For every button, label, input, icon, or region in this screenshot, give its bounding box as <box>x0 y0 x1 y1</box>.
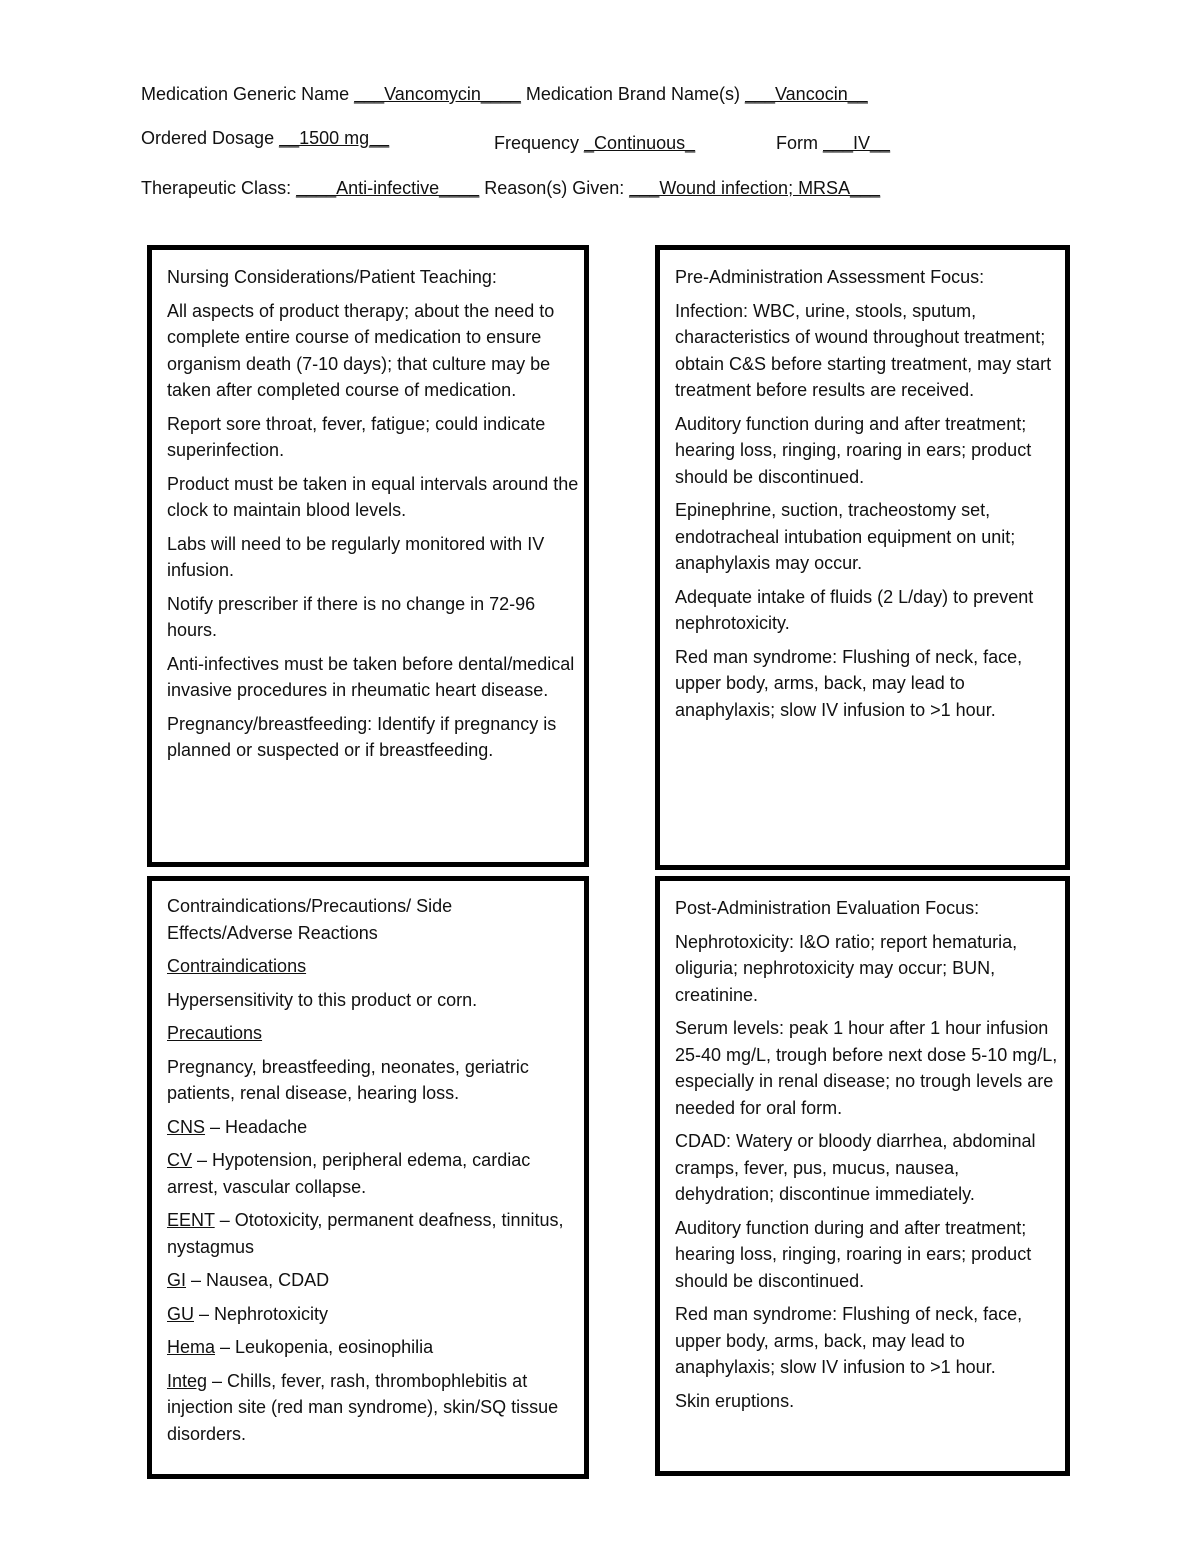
post-admin-paragraph: Auditory function during and after treatment; hearing loss, ringing, roaring in ears; product should be discontinued. <box>675 1217 1032 1291</box>
side-effect-item <box>167 1207 584 1260</box>
side-effect-text: – Nephrotoxicity <box>194 1303 329 1324</box>
header-row-class <box>141 178 880 199</box>
post-admin-paragraph: Skin eruptions. <box>675 1390 795 1411</box>
precautions-heading: Precautions <box>167 1023 263 1043</box>
form-value: ___IV__ <box>823 133 891 153</box>
nursing-paragraph: Pregnancy/breastfeeding: Identify if pregnancy is planned or suspected or if breastfeeding. <box>167 713 557 760</box>
post-admin-paragraph: Nephrotoxicity: I&O ratio; report hematuria, oliguria; nephrotoxicity may occur; BUN, creatinine. <box>675 931 1018 1005</box>
brand-name-value: ___Vancocin__ <box>744 84 868 104</box>
post-admin-paragraph: Red man syndrome: Flushing of neck, face, upper body, arms, back, may lead to anaphylaxis; slow IV infusion to >1 hour. <box>675 1304 1023 1377</box>
side-effect-text: – Ototoxicity, permanent deafness, tinnitus, nystagmus <box>167 1210 564 1257</box>
reason-value: ___Wound infection; MRSA___ <box>629 178 881 198</box>
side-effect-item <box>167 1301 584 1328</box>
form <box>776 133 890 154</box>
side-effect-text: – Nausea, CDAD <box>186 1270 330 1290</box>
side-effect-system: Hema <box>167 1337 216 1357</box>
ordered-dosage <box>141 128 389 149</box>
ordered-dosage-label: Ordered Dosage <box>141 128 280 148</box>
side-effect-item <box>167 1147 584 1200</box>
side-effect-system: CNS <box>167 1116 206 1137</box>
nursing-paragraph: Product must be taken in equal intervals around the clock to maintain blood levels. <box>167 473 579 520</box>
form-label: Form <box>776 133 823 153</box>
side-effect-text: – Chills, fever, rash, thrombophlebitis at injection site (red man syndrome), skin/SQ tissue disorders. <box>167 1370 559 1444</box>
nursing-paragraph: Labs will need to be regularly monitored with IV infusion. <box>167 533 545 580</box>
contra-title: Contraindications/Precautions/ Side Effects/Adverse Reactions <box>167 896 453 943</box>
side-effect-system: GU <box>167 1303 194 1324</box>
nursing-paragraph: All aspects of product therapy; about the need to complete entire course of medication to ensure organism death (7-10 days); that culture may be taken after completed course of medication. <box>167 300 555 400</box>
brand-name-label: Medication Brand Name(s) <box>520 84 745 104</box>
side-effect-system: GI <box>167 1270 187 1290</box>
side-effect-item <box>167 1334 584 1361</box>
side-effect-item <box>167 1114 584 1141</box>
generic-name-label: Medication Generic Name <box>141 84 355 104</box>
therapeutic-class-label: Therapeutic Class: <box>141 178 297 198</box>
nursing-considerations-box <box>147 245 589 867</box>
pre-admin-paragraph: Infection: WBC, urine, stools, sputum, characteristics of wound throughout treatment; obtain C&S before starting treatment, may start treatment before results are received. <box>675 300 1052 400</box>
post-administration-box <box>655 876 1070 1476</box>
side-effect-text: – Hypotension, peripheral edema, cardiac arrest, vascular collapse. <box>167 1150 531 1197</box>
side-effect-system: CV <box>167 1150 193 1170</box>
nursing-title: Nursing Considerations/Patient Teaching: <box>167 267 497 287</box>
nursing-paragraph: Anti-infectives must be taken before dental/medical invasive procedures in rheumatic heart disease. <box>167 653 575 700</box>
side-effect-system: Integ <box>167 1370 208 1391</box>
pre-admin-title: Pre-Administration Assessment Focus: <box>675 267 985 287</box>
precautions-text: Pregnancy, breastfeeding, neonates, geriatric patients, renal disease, hearing loss. <box>167 1056 529 1103</box>
post-admin-paragraph: CDAD: Watery or bloody diarrhea, abdominal cramps, fever, pus, mucus, nausea, dehydration; discontinue immediately. <box>675 1131 1036 1204</box>
therapeutic-class-value: ____Anti-infective____ <box>296 178 480 198</box>
frequency <box>494 133 695 154</box>
pre-admin-paragraph: Red man syndrome: Flushing of neck, face, upper body, arms, back, may lead to anaphylaxis; slow IV infusion to >1 hour. <box>675 646 1023 720</box>
side-effect-item <box>167 1368 584 1448</box>
side-effect-text: – Headache <box>205 1116 308 1137</box>
contraindications-text: Hypersensitivity to this product or corn. <box>167 989 478 1010</box>
contraindications-heading: Contraindications <box>167 956 307 976</box>
nursing-paragraph: Notify prescriber if there is no change in 72-96 hours. <box>167 593 536 640</box>
ordered-dosage-value: __1500 mg__ <box>279 128 390 148</box>
nursing-paragraph: Report sore throat, fever, fatigue; could indicate superinfection. <box>167 413 546 460</box>
side-effect-text: – Leukopenia, eosinophilia <box>215 1337 434 1357</box>
reason-label: Reason(s) Given: <box>479 178 630 198</box>
pre-admin-paragraph: Epinephrine, suction, tracheostomy set, endotracheal intubation equipment on unit; anaphylaxis may occur. <box>675 500 1016 573</box>
contraindications-box <box>147 876 589 1479</box>
side-effect-item <box>167 1267 584 1294</box>
frequency-label: Frequency <box>494 133 585 153</box>
header-row-names <box>141 84 868 105</box>
generic-name-value: ___Vancomycin____ <box>354 84 521 104</box>
post-admin-paragraph: Serum levels: peak 1 hour after 1 hour infusion 25-40 mg/L, trough before next dose 5-10 mg/L, especially in renal disease; no trough levels are needed for oral form. <box>675 1018 1058 1118</box>
frequency-value: _Continuous_ <box>584 133 696 153</box>
pre-admin-paragraph: Auditory function during and after treatment; hearing loss, ringing, roaring in ears; product should be discontinued. <box>675 413 1032 487</box>
post-admin-title: Post-Administration Evaluation Focus: <box>675 898 980 918</box>
pre-administration-box <box>655 245 1070 870</box>
pre-admin-paragraph: Adequate intake of fluids (2 L/day) to prevent nephrotoxicity. <box>675 586 1034 633</box>
side-effect-system: EENT <box>167 1210 215 1230</box>
